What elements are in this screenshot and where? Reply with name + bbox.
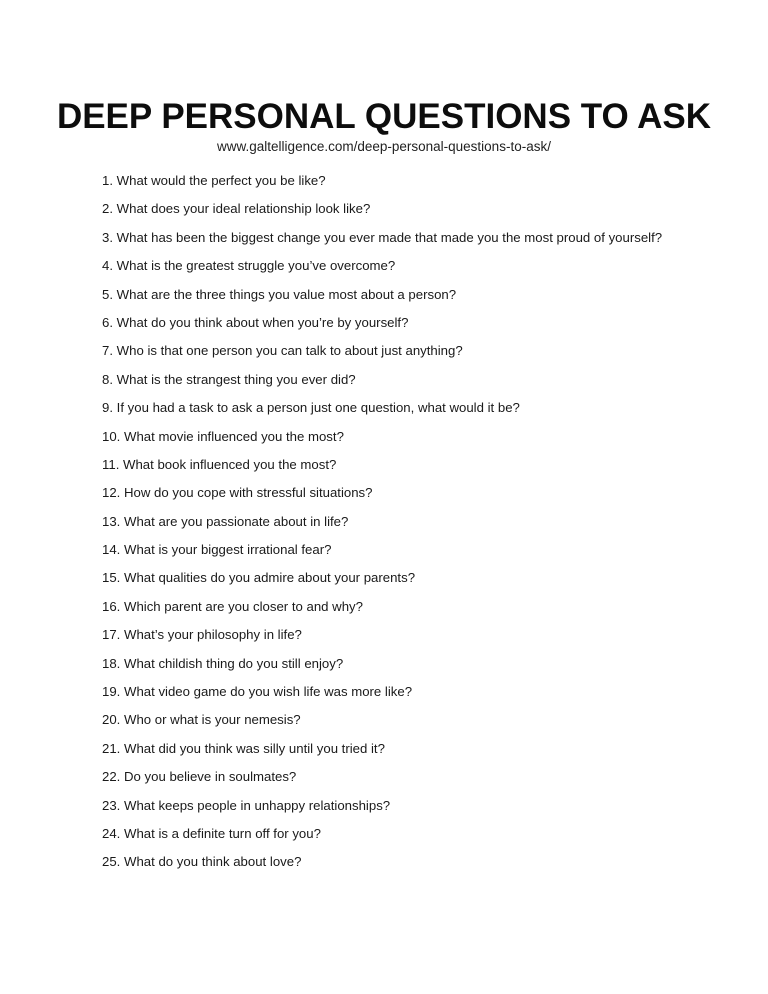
list-item: 12. How do you cope with stressful situations? — [102, 485, 373, 501]
list-item: 16. Which parent are you closer to and why? — [102, 598, 363, 614]
list-item: 6. What do you think about when you’re by yourself? — [102, 314, 409, 330]
list-item: 11. What book influenced you the most? — [102, 456, 337, 472]
list-item: 7. Who is that one person you can talk to about just anything? — [102, 343, 463, 359]
list-item: 9. If you had a task to ask a person just one question, what would it be? — [102, 400, 520, 416]
list-item: 2. What does your ideal relationship look like? — [102, 201, 371, 217]
list-item: 21. What did you think was silly until you tried it? — [102, 740, 385, 756]
questions-list — [102, 172, 662, 882]
list-item: 20. Who or what is your nemesis? — [102, 712, 301, 728]
list-item: 18. What childish thing do you still enjoy? — [102, 655, 344, 671]
list-item: 19. What video game do you wish life was more like? — [102, 684, 413, 700]
list-item: 17. What’s your philosophy in life? — [102, 627, 302, 643]
list-item: 22. Do you believe in soulmates? — [102, 769, 297, 785]
list-item: 13. What are you passionate about in life? — [102, 513, 349, 529]
list-item: 23. What keeps people in unhappy relationships? — [102, 797, 391, 813]
list-item: 14. What is your biggest irrational fear? — [102, 542, 332, 558]
list-item: 5. What are the three things you value most about a person? — [102, 286, 457, 302]
list-item: 3. What has been the biggest change you ever made that made you the most proud of yourself? — [102, 229, 663, 245]
page-title: DEEP PERSONAL QUESTIONS TO ASK — [56, 97, 712, 136]
list-item: 15. What qualities do you admire about your parents? — [102, 570, 416, 586]
list-item: 25. What do you think about love? — [102, 854, 302, 870]
source-url: www.galtelligence.com/deep-personal-questions-to-ask/ — [217, 139, 551, 154]
list-item: 10. What movie influenced you the most? — [102, 428, 344, 444]
list-item: 8. What is the strangest thing you ever did? — [102, 371, 356, 387]
list-item: 24. What is a definite turn off for you? — [102, 825, 321, 841]
list-item: 1. What would the perfect you be like? — [102, 173, 326, 188]
list-item: 4. What is the greatest struggle you’ve overcome? — [102, 258, 396, 274]
